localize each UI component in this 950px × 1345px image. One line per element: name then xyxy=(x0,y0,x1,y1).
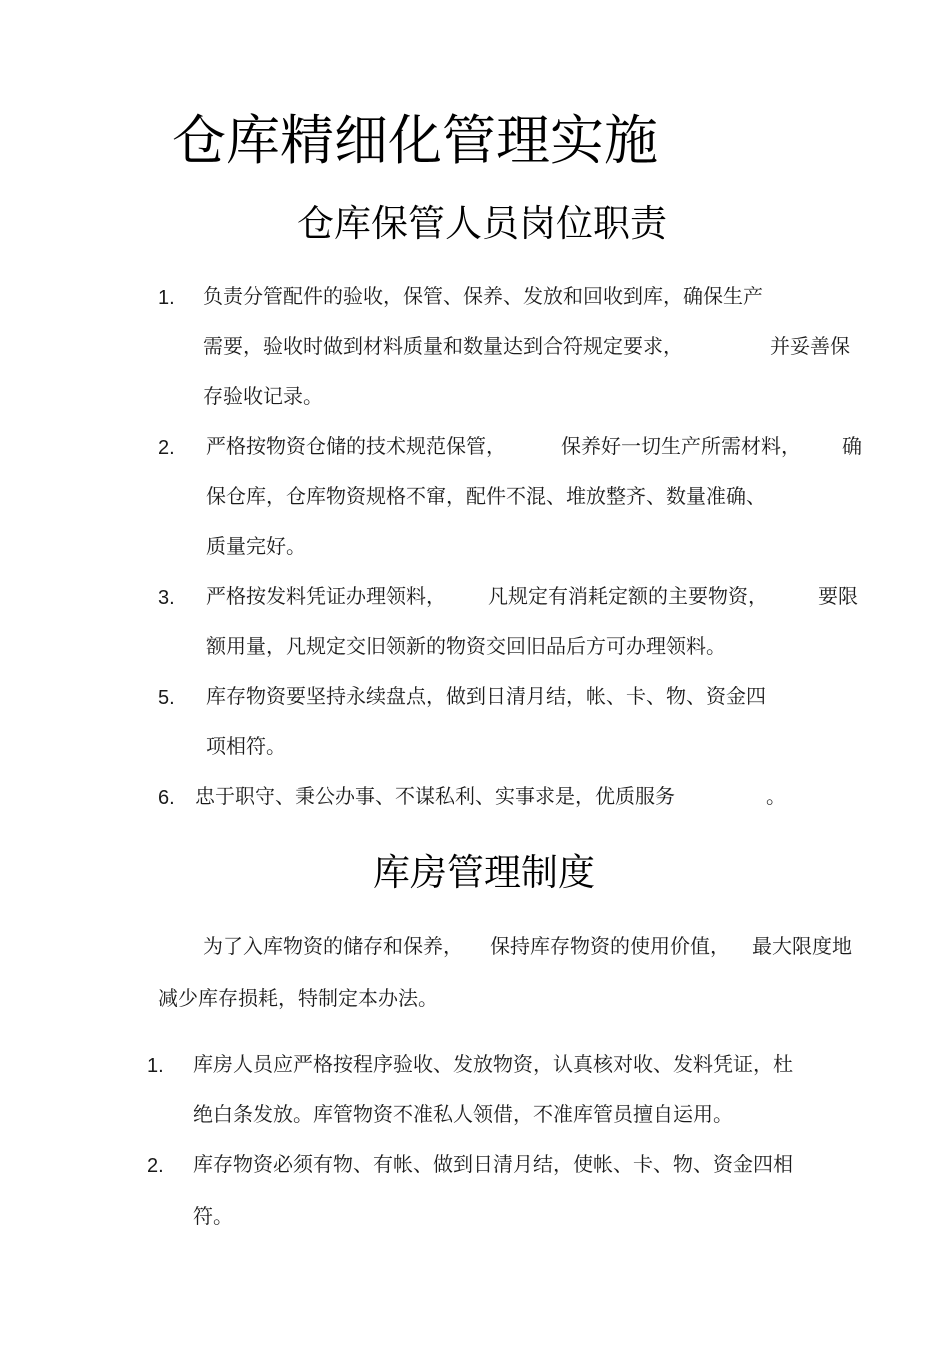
list-item-text: 确 xyxy=(842,434,862,458)
list-item-text: 凡规定有消耗定额的主要物资， xyxy=(488,584,768,608)
list-item-number: 2. xyxy=(147,1155,164,1177)
paragraph-text: 最大限度地 xyxy=(752,934,852,958)
list-item-text: 项相符。 xyxy=(206,734,286,758)
paragraph-text: 减少库存损耗，特制定本办法。 xyxy=(158,986,438,1010)
paragraph-text: 为了入库物资的储存和保养， xyxy=(203,934,463,958)
list-item-text: 。 xyxy=(766,784,786,808)
list-item-text: 库存物资必须有物、有帐、做到日清月结，使帐、卡、物、资金四相 xyxy=(193,1152,793,1176)
list-item-number: 2. xyxy=(158,437,175,459)
list-item-text: 严格按物资仓储的技术规范保管， xyxy=(206,434,506,458)
list-item-text: 库存物资要坚持永续盘点，做到日清月结，帐、卡、物、资金四 xyxy=(206,684,766,708)
section-title-duties: 仓库保管人员岗位职责 xyxy=(297,202,667,245)
document-title: 仓库精细化管理实施 xyxy=(172,109,658,172)
list-item-text: 库房人员应严格按程序验收、发放物资，认真核对收、发料凭证，杜 xyxy=(193,1052,793,1076)
list-item-text: 质量完好。 xyxy=(206,534,306,558)
section-title-warehouse-rules: 库房管理制度 xyxy=(373,851,595,894)
list-item-number: 6. xyxy=(158,787,175,809)
list-item-text: 存验收记录。 xyxy=(203,384,323,408)
list-item-number: 1. xyxy=(158,287,175,309)
list-item-text: 保仓库，仓库物资规格不窜，配件不混、堆放整齐、数量准确、 xyxy=(206,484,766,508)
list-item-number: 1. xyxy=(147,1055,164,1077)
list-item-number: 5. xyxy=(158,687,175,709)
list-item-text: 忠于职守、秉公办事、不谋私利、实事求是，优质服务 xyxy=(195,784,675,808)
list-item-text: 并妥善保 xyxy=(770,334,850,358)
list-item-text: 要限 xyxy=(818,584,858,608)
paragraph-text: 保持库存物资的使用价值， xyxy=(490,934,730,958)
list-item-text: 保养好一切生产所需材料， xyxy=(561,434,801,458)
list-item-text: 符。 xyxy=(193,1204,233,1228)
list-item-text: 需要，验收时做到材料质量和数量达到合符规定要求， xyxy=(203,334,683,358)
list-item-number: 3. xyxy=(158,587,175,609)
list-item-text: 额用量，凡规定交旧领新的物资交回旧品后方可办理领料。 xyxy=(206,634,726,658)
list-item-text: 绝白条发放。库管物资不准私人领借，不准库管员擅自运用。 xyxy=(193,1102,733,1126)
list-item-text: 严格按发料凭证办理领料， xyxy=(206,584,446,608)
list-item-text: 负责分管配件的验收，保管、保养、发放和回收到库，确保生产 xyxy=(203,284,763,308)
